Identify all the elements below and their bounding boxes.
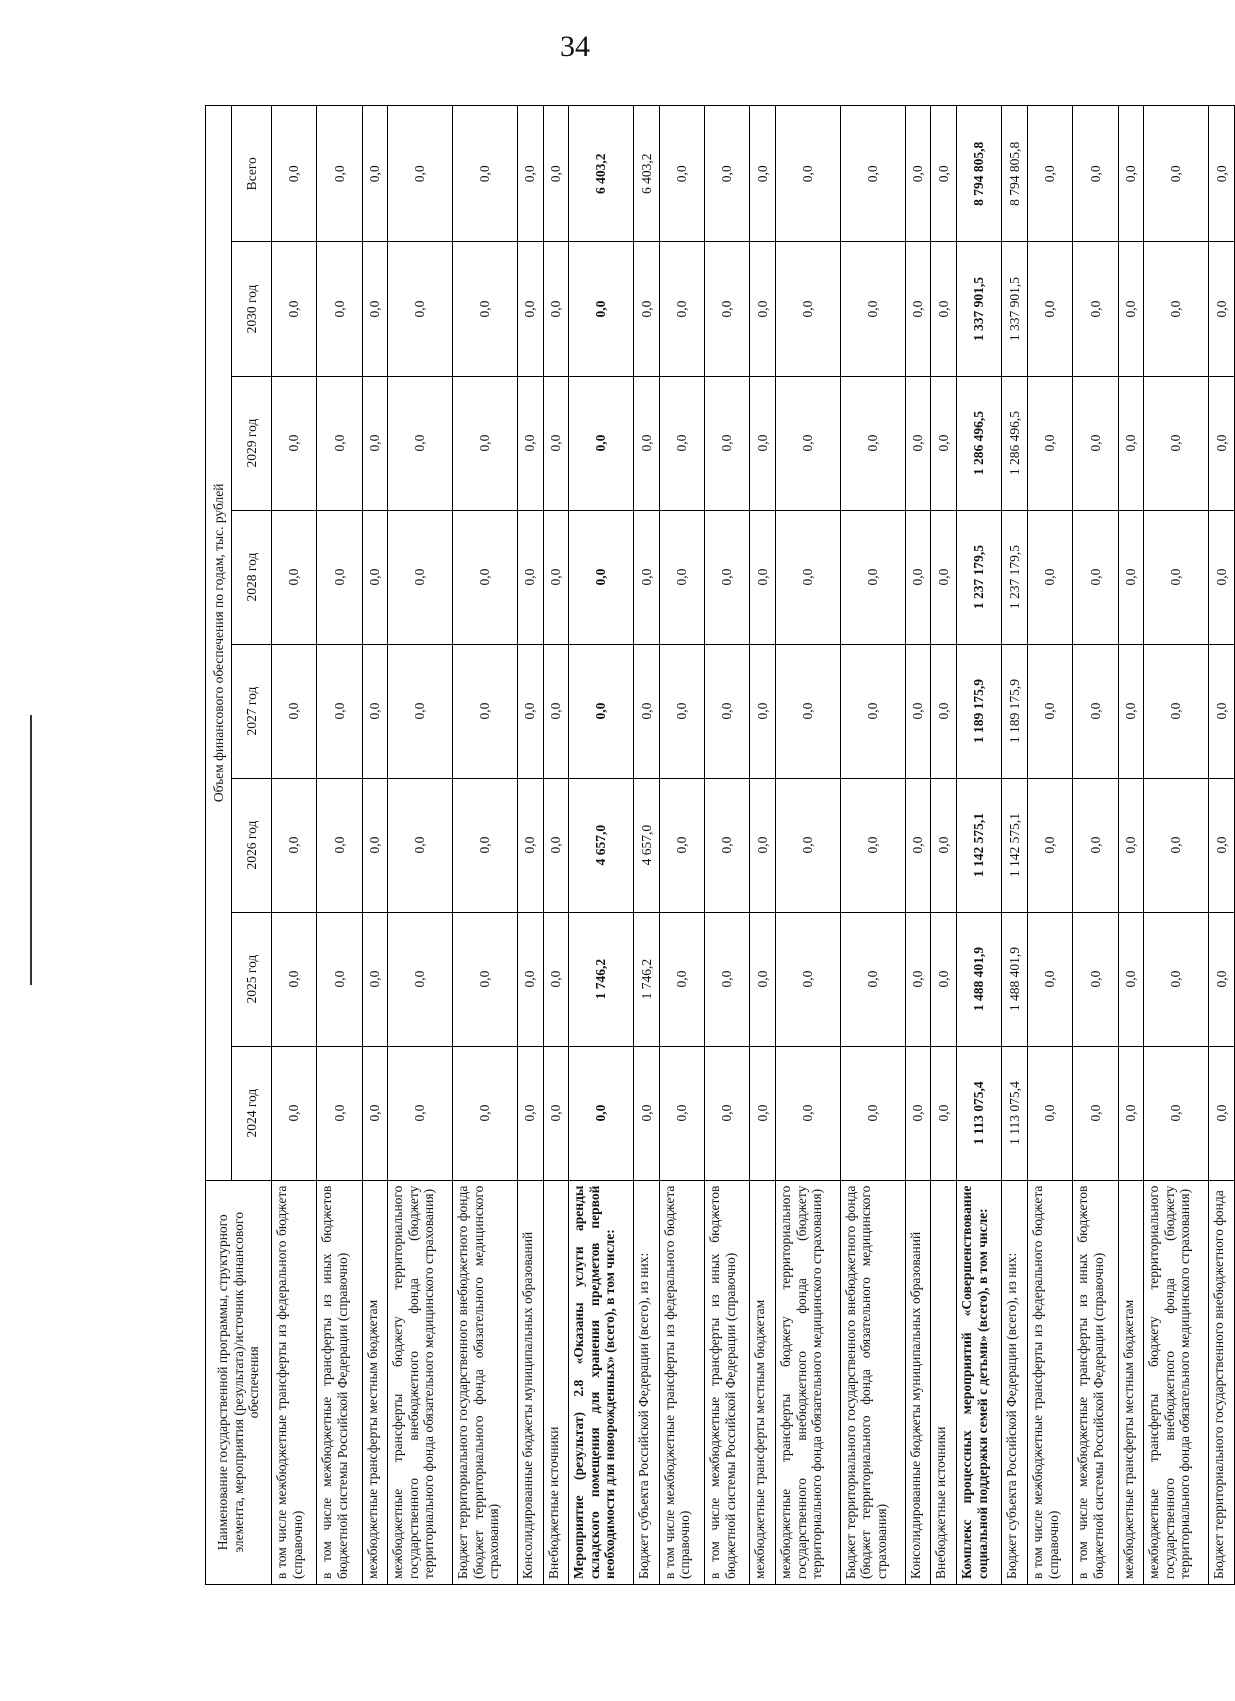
row-value: 0,0	[517, 376, 543, 510]
row-value: 0,0	[388, 510, 453, 644]
row-value: 0,0	[1073, 376, 1118, 510]
row-value: 0,0	[317, 242, 362, 376]
row-name: межбюджетные трансферты местным бюджетам	[750, 1180, 776, 1584]
row-name: Внебюджетные источники	[543, 1180, 569, 1584]
row-value: 0,0	[569, 644, 634, 778]
row-value: 0,0	[543, 1046, 569, 1180]
row-value: 0,0	[517, 1046, 543, 1180]
page-number: 34	[560, 30, 590, 63]
row-value: 0,0	[931, 644, 957, 778]
row-value: 0,0	[543, 644, 569, 778]
header-name-col: Наименование государственной программы, структурного элемента, мероприятия (результата)/источник финансового обеспечения	[206, 1180, 272, 1584]
row-value: 1 286 496,5	[1002, 376, 1028, 510]
row-name: Комплекс процессных мероприятий «Совершенствование социальной поддержки семей с детьми» (всего), в том числе:	[957, 1180, 1002, 1584]
row-name: межбюджетные трансферты местным бюджетам	[362, 1180, 388, 1584]
row-value: 0,0	[1209, 242, 1235, 376]
row-value: 0,0	[272, 242, 317, 376]
row-value: 0,0	[453, 376, 518, 510]
row-name: Внебюджетные источники	[931, 1180, 957, 1584]
table-row	[931, 106, 957, 1585]
row-value: 0,0	[1028, 912, 1073, 1046]
header-year: 2026 год	[232, 778, 272, 912]
row-name: Мероприятие (результат) 2.8 «Оказаны услуги аренды складского помещения для хранения предметов первой необходимости для новорожденных» (всего), в том числе:	[569, 1180, 634, 1584]
row-value: 0,0	[776, 912, 841, 1046]
table-row	[543, 106, 569, 1585]
row-name: Бюджет территориального государственного внебюджетного фонда (бюджет территориального фонда обязательного медицинского страхования)	[840, 1180, 905, 1584]
header-year: 2029 год	[232, 376, 272, 510]
row-value: 0,0	[1209, 376, 1235, 510]
header-year: 2024 год	[232, 1046, 272, 1180]
row-value: 0,0	[776, 510, 841, 644]
row-value: 4 657,0	[569, 778, 634, 912]
row-value: 1 189 175,9	[1002, 644, 1028, 778]
row-value: 0,0	[1028, 376, 1073, 510]
row-value: 0,0	[1144, 510, 1209, 644]
row-value: 0,0	[1118, 778, 1144, 912]
row-value: 0,0	[659, 778, 704, 912]
row-name: Бюджет территориального государственного внебюджетного фонда	[1209, 1180, 1235, 1584]
row-value: 0,0	[362, 644, 388, 778]
row-value: 0,0	[634, 376, 660, 510]
header-year: Всего	[232, 106, 272, 243]
row-value: 0,0	[905, 106, 931, 243]
row-value: 0,0	[659, 106, 704, 243]
row-value: 1 746,2	[569, 912, 634, 1046]
header-year: 2028 год	[232, 510, 272, 644]
row-value: 0,0	[543, 912, 569, 1046]
row-value: 1 113 075,4	[1002, 1046, 1028, 1180]
row-value: 0,0	[1144, 912, 1209, 1046]
row-value: 0,0	[931, 912, 957, 1046]
row-value: 0,0	[1144, 106, 1209, 243]
table-row	[957, 106, 1002, 1585]
row-name: межбюджетные трансферты местным бюджетам	[1118, 1180, 1144, 1584]
row-value: 0,0	[543, 376, 569, 510]
row-name: в том числе межбюджетные трансферты из иных бюджетов бюджетной системы Российской Федерации (справочно)	[1073, 1180, 1118, 1584]
row-value: 0,0	[1144, 778, 1209, 912]
row-value: 0,0	[750, 912, 776, 1046]
row-value: 1 113 075,4	[957, 1046, 1002, 1180]
row-value: 0,0	[1118, 644, 1144, 778]
row-value: 0,0	[634, 242, 660, 376]
row-value: 0,0	[517, 242, 543, 376]
row-name: межбюджетные трансферты бюджету территориального государственного внебюджетного фонда (бюджету территориального фонда обязательного медицинского страхования)	[776, 1180, 841, 1584]
row-value: 0,0	[905, 912, 931, 1046]
row-value: 0,0	[317, 510, 362, 644]
row-name: Консолидированные бюджеты муниципальных образований	[905, 1180, 931, 1584]
table-row	[1209, 106, 1235, 1585]
row-value: 0,0	[1073, 912, 1118, 1046]
row-value: 0,0	[1073, 510, 1118, 644]
header-year: 2025 год	[232, 912, 272, 1046]
row-value: 0,0	[705, 510, 750, 644]
row-value: 0,0	[453, 242, 518, 376]
row-value: 0,0	[840, 1046, 905, 1180]
header-row-top	[206, 106, 232, 1585]
row-value: 8 794 805,8	[1002, 106, 1028, 243]
row-value: 0,0	[776, 644, 841, 778]
row-value: 0,0	[569, 510, 634, 644]
row-value: 0,0	[517, 510, 543, 644]
row-name: Бюджет территориального государственного внебюджетного фонда (бюджет территориального фонда обязательного медицинского страхования)	[453, 1180, 518, 1584]
row-value: 0,0	[1028, 644, 1073, 778]
table-row	[840, 106, 905, 1585]
row-value: 1 237 179,5	[1002, 510, 1028, 644]
row-value: 0,0	[705, 912, 750, 1046]
row-name: в том числе межбюджетные трансферты из федерального бюджета (справочно)	[1028, 1180, 1073, 1584]
row-name: в том числе межбюджетные трансферты из иных бюджетов бюджетной системы Российской Федерации (справочно)	[317, 1180, 362, 1584]
table-row	[517, 106, 543, 1585]
row-value: 0,0	[362, 778, 388, 912]
row-value: 0,0	[659, 376, 704, 510]
row-value: 0,0	[453, 778, 518, 912]
row-value: 0,0	[931, 376, 957, 510]
header-year: 2027 год	[232, 644, 272, 778]
row-value: 0,0	[705, 644, 750, 778]
row-value: 0,0	[362, 1046, 388, 1180]
row-value: 0,0	[1073, 106, 1118, 243]
row-name: в том числе межбюджетные трансферты из федерального бюджета (справочно)	[659, 1180, 704, 1584]
row-value: 0,0	[1073, 644, 1118, 778]
table-row	[569, 106, 634, 1585]
row-value: 0,0	[362, 510, 388, 644]
row-value: 0,0	[1028, 106, 1073, 243]
header-year: 2030 год	[232, 242, 272, 376]
table-row	[388, 106, 453, 1585]
row-value: 0,0	[569, 242, 634, 376]
row-value: 0,0	[453, 510, 518, 644]
row-value: 0,0	[905, 242, 931, 376]
table-row	[362, 106, 388, 1585]
row-value: 0,0	[1073, 778, 1118, 912]
row-value: 1 189 175,9	[957, 644, 1002, 778]
financing-table	[205, 105, 1235, 1585]
row-value: 0,0	[776, 242, 841, 376]
row-value: 0,0	[272, 912, 317, 1046]
row-value: 0,0	[317, 106, 362, 243]
row-value: 0,0	[1118, 1046, 1144, 1180]
row-value: 0,0	[1144, 242, 1209, 376]
row-value: 1 286 496,5	[957, 376, 1002, 510]
row-name: Консолидированные бюджеты муниципальных образований	[517, 1180, 543, 1584]
row-name: Бюджет субъекта Российской Федерации (всего), из них:	[1002, 1180, 1028, 1584]
table-row	[705, 106, 750, 1585]
row-value: 0,0	[317, 1046, 362, 1180]
row-value: 0,0	[388, 376, 453, 510]
table-row	[1118, 106, 1144, 1585]
row-value: 0,0	[388, 1046, 453, 1180]
row-value: 6 403,2	[634, 106, 660, 243]
row-value: 1 237 179,5	[957, 510, 1002, 644]
row-value: 0,0	[272, 376, 317, 510]
row-value: 0,0	[388, 644, 453, 778]
row-value: 0,0	[1144, 644, 1209, 778]
row-value: 0,0	[659, 912, 704, 1046]
row-value: 0,0	[634, 510, 660, 644]
row-value: 0,0	[272, 1046, 317, 1180]
row-value: 0,0	[750, 644, 776, 778]
row-value: 0,0	[750, 1046, 776, 1180]
row-value: 0,0	[776, 1046, 841, 1180]
table-row	[905, 106, 931, 1585]
row-value: 0,0	[543, 778, 569, 912]
margin-line	[30, 715, 32, 985]
row-value: 0,0	[543, 510, 569, 644]
row-value: 0,0	[317, 376, 362, 510]
row-value: 0,0	[272, 510, 317, 644]
row-name: межбюджетные трансферты бюджету территориального государственного внебюджетного фонда (бюджету территориального фонда обязательного медицинского страхования)	[388, 1180, 453, 1584]
row-value: 0,0	[705, 1046, 750, 1180]
row-value: 4 657,0	[634, 778, 660, 912]
row-value: 0,0	[705, 376, 750, 510]
row-value: 0,0	[362, 912, 388, 1046]
row-value: 0,0	[1209, 778, 1235, 912]
row-value: 0,0	[1028, 242, 1073, 376]
row-value: 0,0	[905, 778, 931, 912]
row-value: 1 337 901,5	[957, 242, 1002, 376]
row-value: 1 746,2	[634, 912, 660, 1046]
row-value: 6 403,2	[569, 106, 634, 243]
table-row	[1144, 106, 1209, 1585]
table-row	[272, 106, 317, 1585]
row-value: 0,0	[776, 778, 841, 912]
row-value: 0,0	[776, 376, 841, 510]
row-value: 0,0	[317, 644, 362, 778]
row-value: 0,0	[840, 106, 905, 243]
row-value: 0,0	[705, 106, 750, 243]
row-value: 0,0	[317, 778, 362, 912]
row-value: 0,0	[1073, 242, 1118, 376]
row-value: 0,0	[659, 242, 704, 376]
row-value: 0,0	[931, 242, 957, 376]
row-value: 0,0	[840, 242, 905, 376]
row-value: 0,0	[905, 510, 931, 644]
row-value: 0,0	[517, 778, 543, 912]
row-value: 0,0	[840, 510, 905, 644]
row-value: 0,0	[362, 242, 388, 376]
row-value: 0,0	[1209, 106, 1235, 243]
row-name: в том числе межбюджетные трансферты из федерального бюджета (справочно)	[272, 1180, 317, 1584]
row-value: 0,0	[1028, 778, 1073, 912]
table-row	[453, 106, 518, 1585]
row-value: 0,0	[272, 644, 317, 778]
row-value: 0,0	[517, 106, 543, 243]
table-row	[317, 106, 362, 1585]
row-value: 0,0	[776, 106, 841, 243]
row-value: 0,0	[840, 644, 905, 778]
row-value: 0,0	[388, 778, 453, 912]
row-name: Бюджет субъекта Российской Федерации (всего), из них:	[634, 1180, 660, 1584]
row-value: 0,0	[517, 644, 543, 778]
row-value: 0,0	[1209, 1046, 1235, 1180]
row-value: 0,0	[1028, 1046, 1073, 1180]
row-value: 0,0	[569, 1046, 634, 1180]
table-row	[750, 106, 776, 1585]
row-value: 0,0	[388, 912, 453, 1046]
row-value: 0,0	[1209, 644, 1235, 778]
row-value: 0,0	[317, 912, 362, 1046]
table-row	[634, 106, 660, 1585]
row-name: межбюджетные трансферты бюджету территориального государственного внебюджетного фонда (бюджету территориального фонда обязательного медицинского страхования)	[1144, 1180, 1209, 1584]
table-row	[659, 106, 704, 1585]
row-value: 0,0	[1144, 376, 1209, 510]
table-body	[272, 106, 1235, 1585]
row-value: 0,0	[750, 376, 776, 510]
row-value: 0,0	[750, 778, 776, 912]
row-value: 0,0	[1209, 912, 1235, 1046]
row-value: 0,0	[1118, 106, 1144, 243]
row-value: 0,0	[659, 1046, 704, 1180]
row-value: 0,0	[750, 106, 776, 243]
row-value: 0,0	[453, 1046, 518, 1180]
row-value: 0,0	[840, 778, 905, 912]
row-value: 1 142 575,1	[957, 778, 1002, 912]
header-group: Объем финансового обеспечения по годам, тыс. рублей	[206, 106, 232, 1181]
row-value: 0,0	[1209, 510, 1235, 644]
row-value: 0,0	[659, 510, 704, 644]
row-value: 0,0	[705, 242, 750, 376]
row-value: 0,0	[634, 644, 660, 778]
row-value: 1 142 575,1	[1002, 778, 1028, 912]
row-name: в том числе межбюджетные трансферты из иных бюджетов бюджетной системы Российской Федерации (справочно)	[705, 1180, 750, 1584]
row-value: 8 794 805,8	[957, 106, 1002, 243]
row-value: 0,0	[1073, 1046, 1118, 1180]
table-row	[1002, 106, 1028, 1585]
row-value: 1 488 401,9	[957, 912, 1002, 1046]
row-value: 0,0	[272, 106, 317, 243]
row-value: 0,0	[362, 106, 388, 243]
row-value: 0,0	[931, 106, 957, 243]
row-value: 0,0	[840, 912, 905, 1046]
row-value: 0,0	[634, 1046, 660, 1180]
row-value: 0,0	[750, 510, 776, 644]
row-value: 0,0	[453, 644, 518, 778]
table-row	[776, 106, 841, 1585]
row-value: 0,0	[388, 106, 453, 243]
row-value: 0,0	[1118, 242, 1144, 376]
row-value: 0,0	[705, 778, 750, 912]
row-value: 0,0	[543, 242, 569, 376]
row-value: 0,0	[453, 912, 518, 1046]
row-value: 0,0	[272, 778, 317, 912]
table-row	[1073, 106, 1118, 1585]
row-value: 0,0	[931, 510, 957, 644]
row-value: 0,0	[750, 242, 776, 376]
row-value: 0,0	[362, 376, 388, 510]
row-value: 0,0	[905, 376, 931, 510]
row-value: 0,0	[543, 106, 569, 243]
row-value: 0,0	[840, 376, 905, 510]
row-value: 0,0	[1118, 376, 1144, 510]
row-value: 0,0	[931, 778, 957, 912]
row-value: 0,0	[1118, 510, 1144, 644]
row-value: 1 488 401,9	[1002, 912, 1028, 1046]
row-value: 0,0	[569, 376, 634, 510]
row-value: 0,0	[905, 644, 931, 778]
row-value: 0,0	[659, 644, 704, 778]
row-value: 1 337 901,5	[1002, 242, 1028, 376]
row-value: 0,0	[388, 242, 453, 376]
table-row	[1028, 106, 1073, 1585]
row-value: 0,0	[517, 912, 543, 1046]
row-value: 0,0	[453, 106, 518, 243]
row-value: 0,0	[1118, 912, 1144, 1046]
row-value: 0,0	[1028, 510, 1073, 644]
row-value: 0,0	[905, 1046, 931, 1180]
row-value: 0,0	[1144, 1046, 1209, 1180]
rotated-table-container	[205, 105, 1235, 1585]
row-value: 0,0	[931, 1046, 957, 1180]
